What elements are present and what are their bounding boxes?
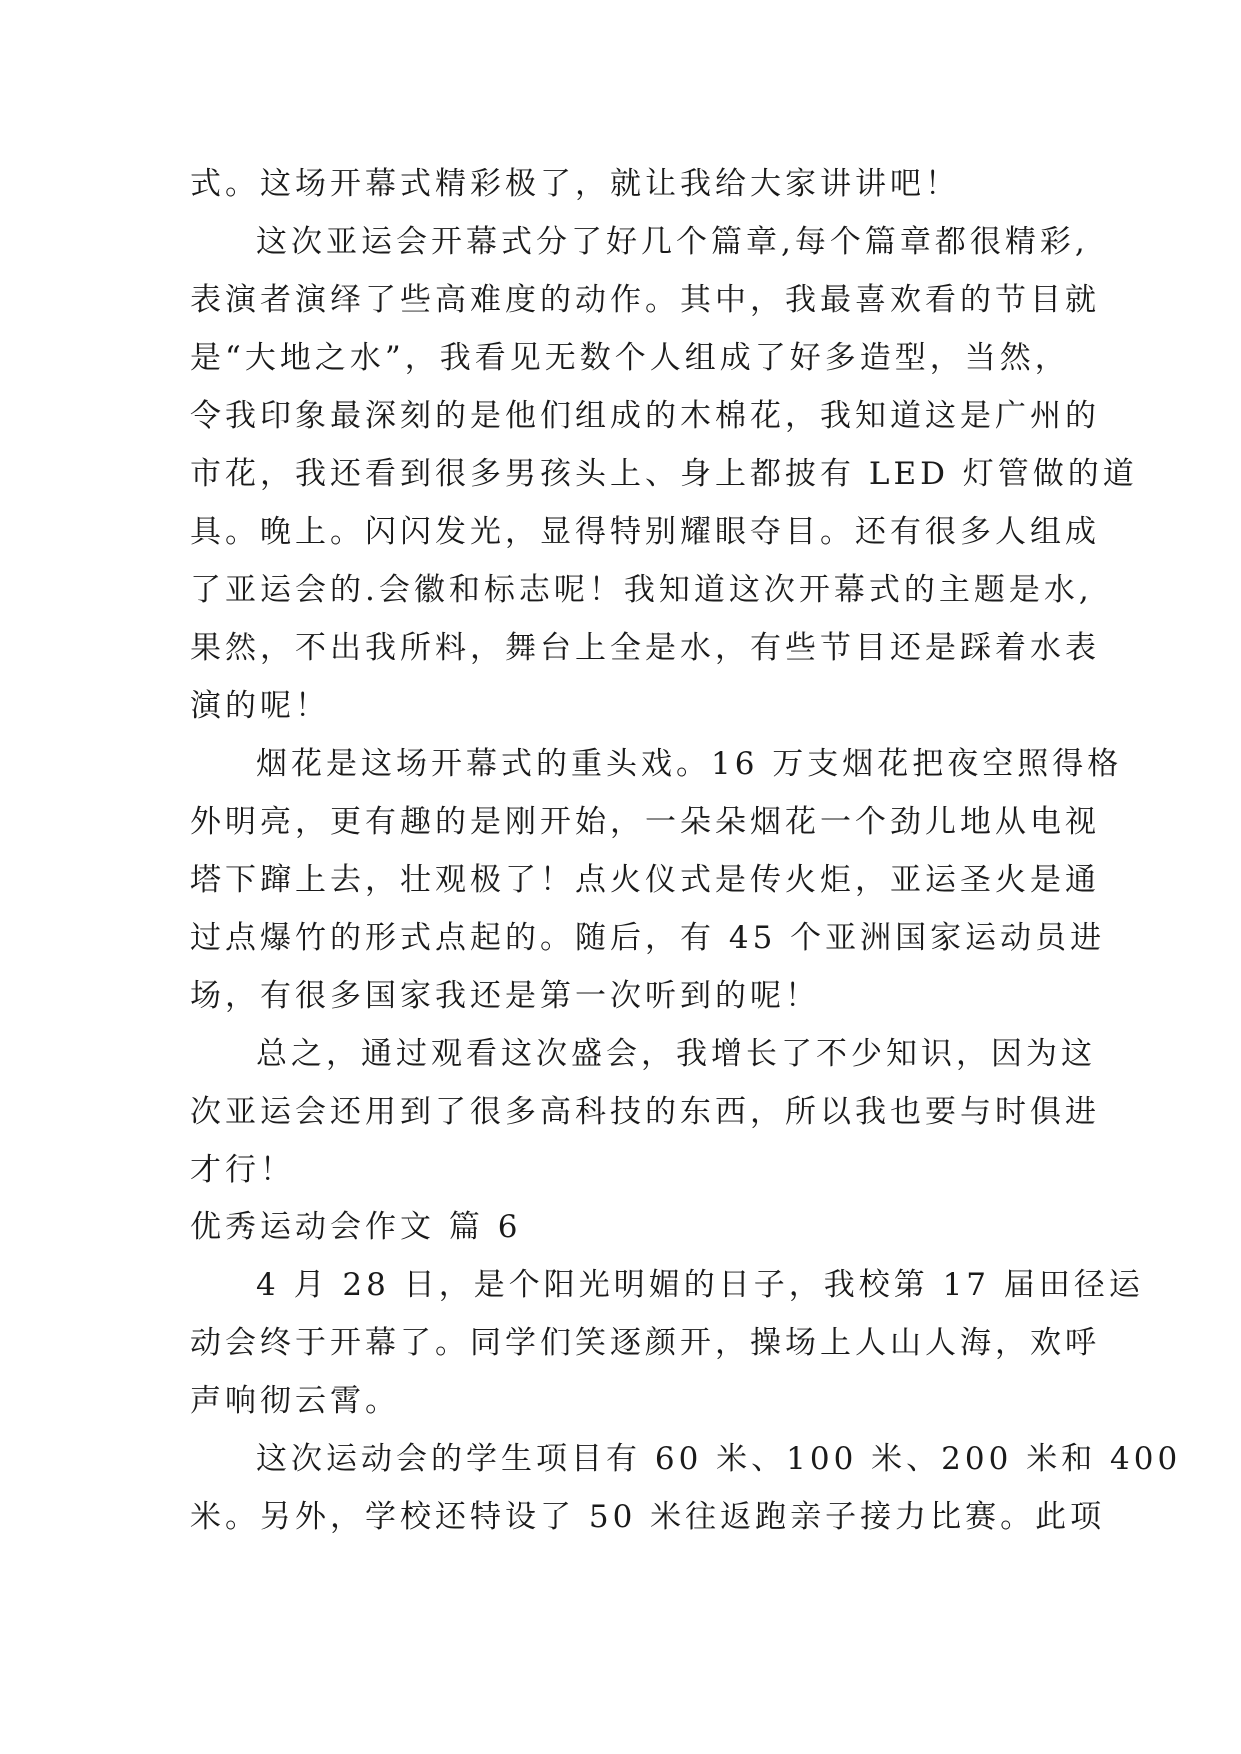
text-line: 表演者演绎了些高难度的动作。其中，我最喜欢看的节目就 — [190, 282, 1100, 318]
text-line: 次亚运会还用到了很多高科技的东西，所以我也要与时俱进 — [190, 1094, 1100, 1130]
text-line: 了亚运会的.会徽和标志呢！我知道这次开幕式的主题是水, — [190, 572, 1093, 608]
section-heading: 优秀运动会作文 篇 6 — [190, 1209, 522, 1245]
paragraph-first-line: 这次运动会的学生项目有 60 米、100 米、200 米和 400 — [256, 1441, 1182, 1477]
text-line: 过点爆竹的形式点起的。随后，有 45 个亚洲国家运动员进 — [190, 920, 1106, 956]
paragraph-first-line: 总之，通过观看这次盛会，我增长了不少知识，因为这 — [256, 1036, 1096, 1072]
text-line: 米。另外，学校还特设了 50 米往返跑亲子接力比赛。此项 — [190, 1499, 1106, 1535]
text-line: 场，有很多国家我还是第一次听到的呢！ — [190, 978, 820, 1014]
text-line: 演的呢！ — [190, 688, 330, 724]
text-line: 才行！ — [190, 1152, 295, 1188]
text-line: 塔下蹿上去，壮观极了！点火仪式是传火炬，亚运圣火是通 — [190, 862, 1100, 898]
text-line: 果然，不出我所料，舞台上全是水，有些节目还是踩着水表 — [190, 630, 1100, 666]
text-line: 市花，我还看到很多男孩头上、身上都披有 LED 灯管做的道 — [190, 456, 1138, 492]
paragraph-first-line: 这次亚运会开幕式分了好几个篇章,每个篇章都很精彩, — [256, 224, 1089, 260]
text-line: 声响彻云霄。 — [190, 1383, 400, 1419]
text-line: 令我印象最深刻的是他们组成的木棉花，我知道这是广州的 — [190, 398, 1100, 434]
text-line: 式。这场开幕式精彩极了，就让我给大家讲讲吧！ — [190, 166, 960, 202]
text-line: 外明亮，更有趣的是刚开始，一朵朵烟花一个劲儿地从电视 — [190, 804, 1100, 840]
text-line: 动会终于开幕了。同学们笑逐颜开，操场上人山人海，欢呼 — [190, 1325, 1100, 1361]
text-line: 具。晚上。闪闪发光，显得特别耀眼夺目。还有很多人组成 — [190, 514, 1100, 550]
paragraph-first-line: 烟花是这场开幕式的重头戏。16 万支烟花把夜空照得格 — [256, 746, 1123, 782]
text-line: 是“大地之水”，我看见无数个人组成了好多造型，当然， — [190, 340, 1070, 376]
paragraph-first-line: 4 月 28 日，是个阳光明媚的日子，我校第 17 届田径运 — [256, 1267, 1144, 1303]
